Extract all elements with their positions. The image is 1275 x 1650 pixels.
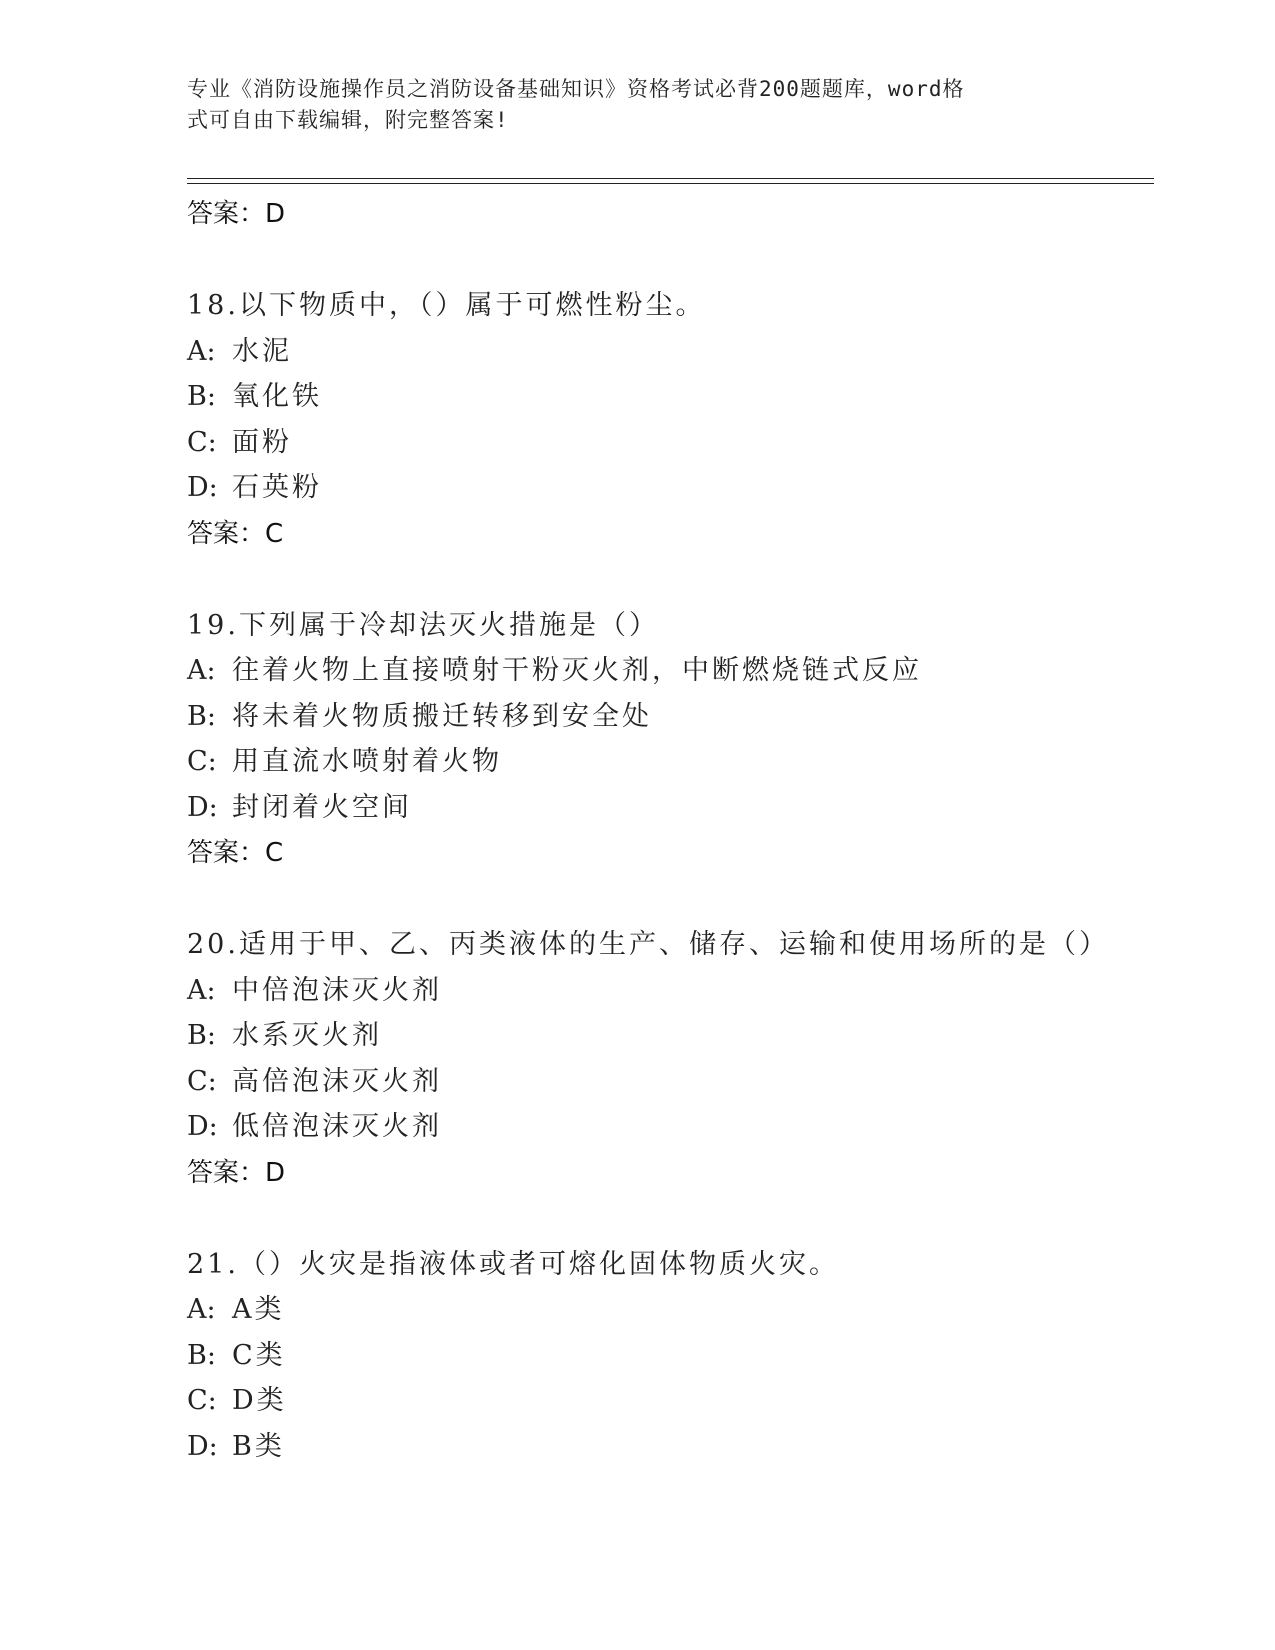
question-stem: 20.适用于甲、乙、丙类液体的生产、储存、运输和使用场所的是（） <box>187 929 1109 960</box>
option-text: 将未着火物质搬迁转移到安全处 <box>232 700 652 732</box>
option-letter: A: <box>187 655 216 686</box>
option-text: A类 <box>232 1294 285 1325</box>
previous-answer: 答案：D <box>187 199 286 229</box>
option-text: C类 <box>232 1339 286 1371</box>
option-b <box>187 694 1147 740</box>
option-letter: B: <box>187 1020 216 1051</box>
option-a <box>187 329 1147 375</box>
option-letter: C: <box>187 1065 217 1097</box>
option-text: 往着火物上直接喷射干粉灭火剂，中断燃烧链式反应 <box>232 655 922 686</box>
option-text: 氧化铁 <box>232 381 322 412</box>
option-letter: B: <box>187 700 216 732</box>
option-text: 高倍泡沫灭火剂 <box>232 1065 442 1097</box>
option-text: 低倍泡沫灭火剂 <box>232 1111 442 1142</box>
option-c <box>187 739 1147 785</box>
option-letter: A: <box>187 1294 216 1325</box>
option-text: 面粉 <box>232 426 292 458</box>
option-text: B类 <box>232 1430 285 1462</box>
question-18 <box>187 283 1147 557</box>
option-text: 水系灭火剂 <box>232 1020 382 1051</box>
answer-line: 答案：D <box>187 1157 286 1188</box>
question-stem: 18.以下物质中，（）属于可燃性粉尘。 <box>187 290 706 321</box>
option-letter: C: <box>187 426 217 458</box>
option-letter: D: <box>187 472 218 503</box>
answer-line: 答案：C <box>187 838 284 868</box>
option-letter: D: <box>187 1111 218 1142</box>
option-letter: C: <box>187 746 217 777</box>
option-letter: A: <box>187 335 216 367</box>
option-letter: B: <box>187 381 216 412</box>
question-19 <box>187 603 1147 877</box>
answer-line: 答案：C <box>187 518 284 549</box>
option-c <box>187 1378 1147 1424</box>
option-d <box>187 1424 1147 1470</box>
question-stem: 19.下列属于冷却法灭火措施是（） <box>187 609 659 641</box>
option-b <box>187 1013 1147 1059</box>
option-text: 石英粉 <box>232 472 322 503</box>
option-text: D类 <box>232 1385 287 1416</box>
option-d <box>187 785 1147 831</box>
document-header <box>187 74 1067 136</box>
option-d <box>187 1104 1147 1150</box>
option-text: 水泥 <box>232 335 292 367</box>
option-d <box>187 465 1147 511</box>
option-letter: D: <box>187 791 218 823</box>
question-20 <box>187 922 1147 1196</box>
option-b <box>187 374 1147 420</box>
option-text: 中倍泡沫灭火剂 <box>232 974 442 1006</box>
option-a <box>187 648 1147 694</box>
header-line-1: 专业《消防设施操作员之消防设备基础知识》资格考试必背200题题库，word格 <box>187 77 965 101</box>
option-a <box>187 1287 1147 1333</box>
option-c <box>187 420 1147 466</box>
header-line-2: 式可自由下载编辑，附完整答案! <box>187 108 509 132</box>
question-21 <box>187 1242 1147 1470</box>
option-b <box>187 1333 1147 1379</box>
option-c <box>187 1059 1147 1105</box>
question-stem: 21.（）火灾是指液体或者可熔化固体物质火灾。 <box>187 1248 839 1280</box>
option-letter: D: <box>187 1430 218 1462</box>
header-divider-bottom <box>187 183 1154 184</box>
question-list <box>187 191 1147 1469</box>
option-text: 用直流水喷射着火物 <box>232 746 502 777</box>
option-a <box>187 968 1147 1014</box>
option-letter: B: <box>187 1339 216 1371</box>
option-letter: C: <box>187 1385 217 1416</box>
header-divider-top <box>187 178 1154 179</box>
option-letter: A: <box>187 974 216 1006</box>
option-text: 封闭着火空间 <box>232 791 412 823</box>
